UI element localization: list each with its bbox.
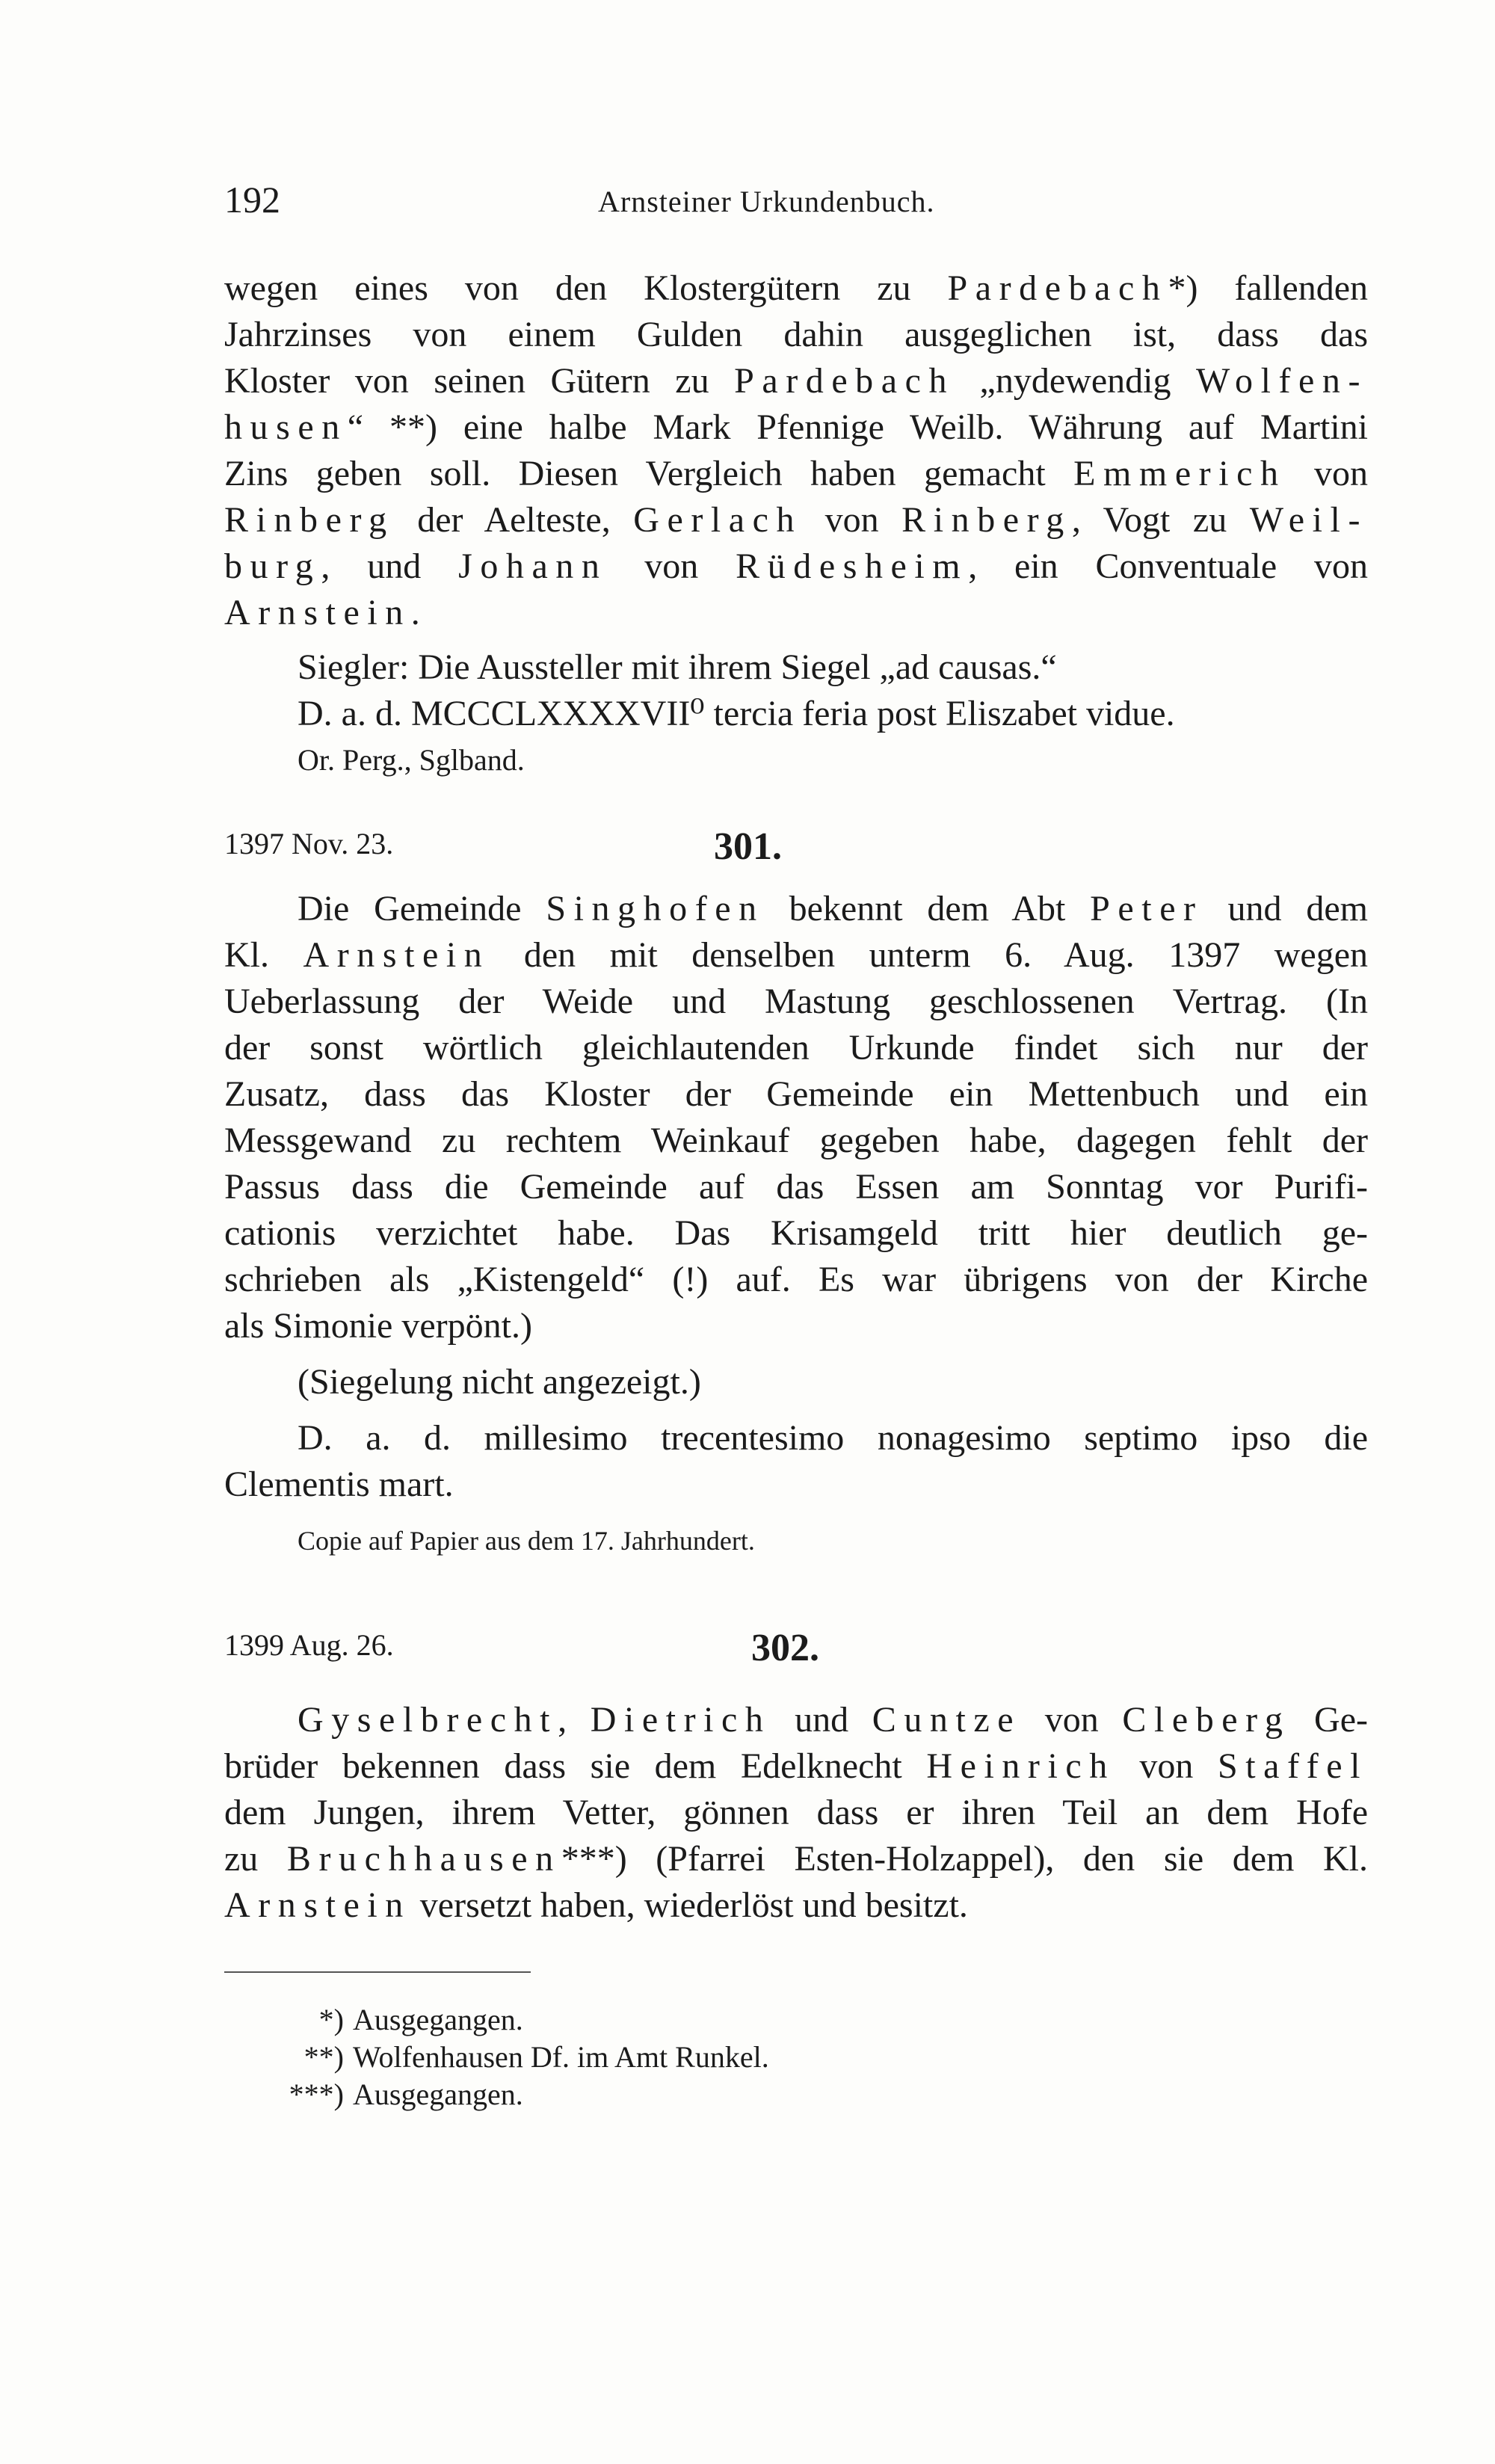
text-line: burg, und Johann von Rüdesheim, ein Conventuale von [224, 546, 1369, 586]
text-line: Rinberg der Aelteste, Gerlach von Rinberg, Vogt zu Weil- [224, 500, 1368, 540]
text-line: Jahrzinses von einem Gulden dahin ausgeglichen ist, dass das [224, 315, 1368, 354]
text-line: Kl. Arnstein den mit denselben unterm 6. Aug. 1397 wegen [224, 935, 1369, 975]
text-line: Zusatz, dass das Kloster der Gemeinde ein Mettenbuch und ein [224, 1074, 1368, 1114]
footnote-mark: **) [303, 2040, 344, 2074]
document-date: 1397 Nov. 23. [224, 827, 394, 860]
text-line: Ueberlassung der Weide und Mastung geschlossenen Vertrag. (In [224, 982, 1368, 1021]
dating-line: D. a. d. MCCCLXXXXVII⁰ tercia feria post Eliszabet vidue. [298, 694, 1175, 733]
dating-line: D. a. d. millesimo trecentesimo nonagesimo septimo ipso die [298, 1418, 1368, 1458]
sealing-note: (Siegelung nicht angezeigt.) [298, 1362, 701, 1402]
document-number: 301. [714, 825, 782, 868]
text-line: als Simonie verpönt.) [224, 1306, 532, 1346]
footnote-mark: *) [318, 2003, 344, 2036]
text-line: dem Jungen, ihrem Vetter, gönnen dass er ihren Teil an dem Hofe [224, 1793, 1368, 1832]
footnote-text: Ausgegangen. [353, 2078, 523, 2111]
text-line: Die Gemeinde Singhofen bekennt dem Abt Peter und dem [298, 889, 1369, 928]
footnote-text: Wolfenhausen Df. im Amt Runkel. [353, 2040, 769, 2074]
text-line: Gyselbrecht, Dietrich und Cuntze von Cleberg Ge- [298, 1700, 1369, 1740]
text-line: Arnstein versetzt haben, wiederlöst und besitzt. [224, 1885, 968, 1925]
dating-line: Clementis mart. [224, 1464, 454, 1504]
text-line: cationis verzichtet habe. Das Krisamgeld tritt hier deutlich ge- [224, 1213, 1368, 1253]
running-title: Arnsteiner Urkundenbuch. [598, 185, 935, 218]
text-line: Zins geben soll. Diesen Vergleich haben gemacht Emmerich von [224, 454, 1368, 493]
text-line: Arnstein. [224, 593, 420, 632]
text-line: Messgewand zu rechtem Weinkauf gegeben habe, dagegen fehlt der [224, 1121, 1368, 1160]
text-line: der sonst wörtlich gleichlautenden Urkunde findet sich nur der [224, 1028, 1368, 1068]
text-line: zu Bruchhausen***) (Pfarrei Esten-Holzappel), den sie dem Kl. [224, 1839, 1369, 1879]
place-name: Pardebach [947, 268, 1168, 308]
source-note: Or. Perg., Sglband. [298, 743, 525, 777]
text-line: schrieben als „Kistengeld“ (!) auf. Es war übrigens von der Kirche [224, 1260, 1368, 1299]
footnote-mark: ***) [289, 2078, 344, 2111]
source-note: Copie auf Papier aus dem 17. Jahrhundert. [298, 1526, 755, 1556]
document-date: 1399 Aug. 26. [224, 1628, 394, 1662]
document-number: 302. [751, 1627, 819, 1669]
text-line: husen“ **) eine halbe Mark Pfennige Weilb. Währung auf Martini [224, 407, 1368, 447]
text-line: Kloster von seinen Gütern zu Pardebach „nydewendig Wolfen- [224, 361, 1368, 401]
footnote-text: Ausgegangen. [353, 2003, 523, 2036]
text-line: brüder bekennen dass sie dem Edelknecht Heinrich von Staffel [224, 1746, 1369, 1786]
sealer-line: Siegler: Die Aussteller mit ihrem Siegel „ad causas.“ [298, 647, 1057, 687]
text-line: Passus dass die Gemeinde auf das Essen am Sonntag vor Purifi- [224, 1167, 1368, 1207]
footnote-rule [224, 1971, 531, 1973]
text-line: wegen eines von den Klostergütern zu Pardebach*) fallenden [224, 268, 1368, 308]
page-number: 192 [224, 179, 280, 221]
